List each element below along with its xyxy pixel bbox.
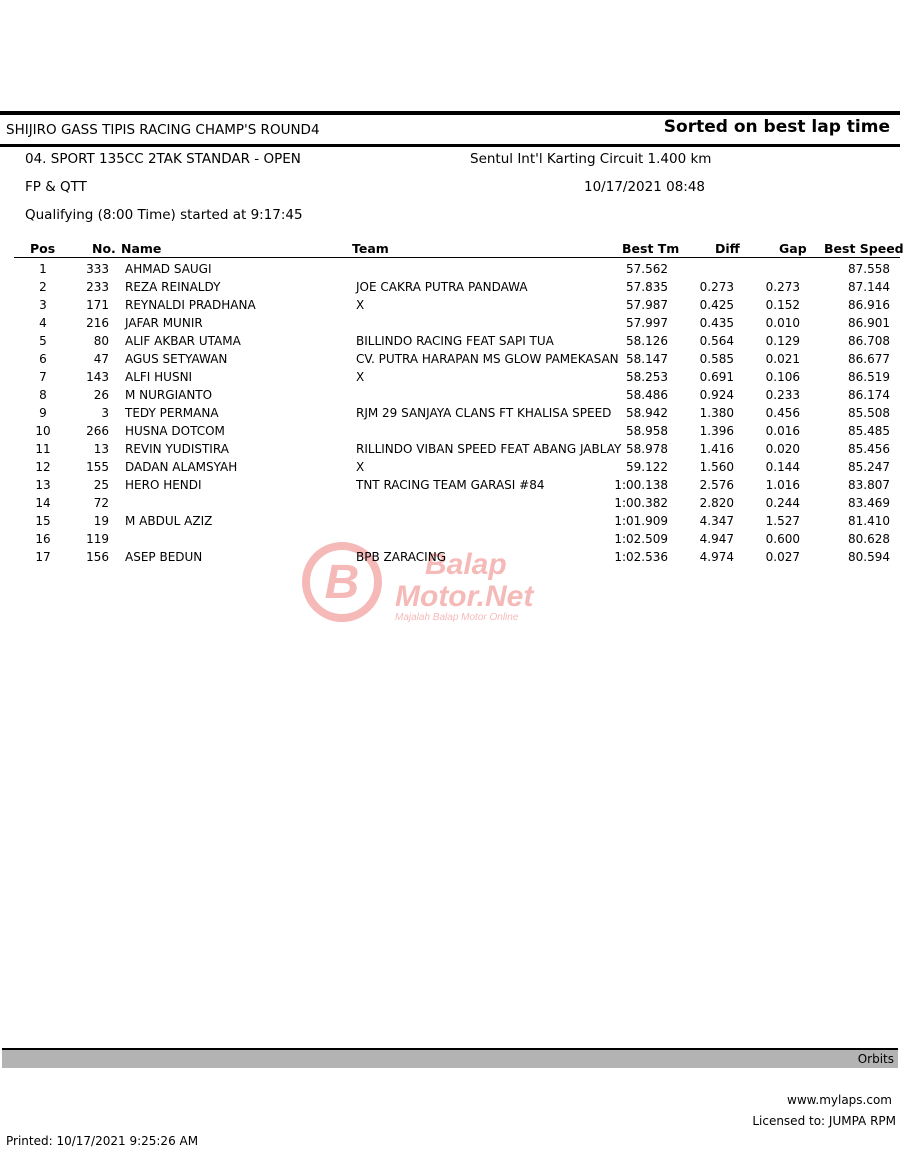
table-row (0, 316, 900, 334)
table-row (0, 262, 900, 280)
cell-best-speed: 86.901 (848, 316, 890, 330)
session-label: FP & QTT (25, 179, 87, 195)
cell-team: X (356, 460, 365, 474)
cell-gap: 1.016 (765, 478, 800, 492)
cell-no: 216 (86, 316, 109, 330)
cell-gap: 0.021 (765, 352, 800, 366)
table-row (0, 424, 900, 442)
cell-no: 25 (93, 478, 109, 492)
cell-best-time: 58.253 (626, 370, 668, 384)
cell-name: ALFI HUSNI (125, 370, 193, 384)
cell-pos: 8 (39, 388, 47, 402)
cell-best-time: 1:01.909 (614, 514, 668, 528)
cell-no: 3 (101, 406, 109, 420)
event-title: SHIJIRO GASS TIPIS RACING CHAMP'S ROUND4 (6, 122, 320, 138)
orbits-label: Orbits (857, 1052, 894, 1066)
cell-pos: 14 (35, 496, 51, 510)
cell-best-time: 1:00.382 (614, 496, 668, 510)
cell-best-time: 58.126 (626, 334, 668, 348)
table-row (0, 352, 900, 370)
table-row (0, 406, 900, 424)
cell-name: TEDY PERMANA (125, 406, 219, 420)
footer-bar (2, 1048, 898, 1068)
website-label: www.mylaps.com (787, 1093, 892, 1107)
cell-best-time: 57.987 (626, 298, 668, 312)
cell-pos: 11 (35, 442, 51, 456)
cell-diff: 0.585 (699, 352, 734, 366)
cell-diff: 0.691 (699, 370, 734, 384)
cell-team: RILLINDO VIBAN SPEED FEAT ABANG JABLAY (356, 442, 622, 456)
sort-label: Sorted on best lap time (663, 117, 890, 137)
top-rule (0, 111, 900, 115)
cell-no: 143 (86, 370, 109, 384)
printed-label: Printed: 10/17/2021 9:25:26 AM (6, 1134, 199, 1148)
cell-no: 47 (93, 352, 109, 366)
cell-no: 72 (93, 496, 109, 510)
cell-best-speed: 86.174 (848, 388, 890, 402)
cell-best-speed: 87.144 (848, 280, 890, 294)
cell-team: RJM 29 SANJAYA CLANS FT KHALISA SPEED (356, 406, 612, 420)
cell-pos: 6 (39, 352, 47, 366)
cell-pos: 16 (35, 532, 51, 546)
cell-diff: 0.425 (699, 298, 734, 312)
cell-gap: 0.129 (765, 334, 800, 348)
cell-best-speed: 87.558 (848, 262, 890, 276)
cell-best-time: 59.122 (626, 460, 668, 474)
cell-name: HUSNA DOTCOM (125, 424, 225, 438)
cell-gap: 0.010 (765, 316, 800, 330)
cell-name: ALIF AKBAR UTAMA (125, 334, 241, 348)
cell-pos: 13 (35, 478, 51, 492)
cell-name: AHMAD SAUGI (125, 262, 212, 276)
cell-no: 13 (93, 442, 109, 456)
cell-pos: 12 (35, 460, 51, 474)
cell-no: 333 (86, 262, 109, 276)
column-header-best-speed: Best Speed (824, 241, 904, 256)
column-header-diff: Diff (715, 241, 740, 256)
watermark-line2: Motor.Net (395, 580, 534, 613)
cell-best-speed: 85.485 (848, 424, 890, 438)
cell-no: 155 (86, 460, 109, 474)
cell-diff: 1.396 (699, 424, 734, 438)
table-row (0, 298, 900, 316)
cell-pos: 2 (39, 280, 47, 294)
cell-gap: 0.233 (765, 388, 800, 402)
cell-no: 266 (86, 424, 109, 438)
cell-name: REZA REINALDY (125, 280, 221, 294)
cell-best-time: 58.958 (626, 424, 668, 438)
table-row (0, 514, 900, 532)
cell-name: M NURGIANTO (125, 388, 213, 402)
column-header-best-time: Best Tm (622, 241, 680, 256)
cell-name: DADAN ALAMSYAH (125, 460, 238, 474)
cell-no: 156 (86, 550, 109, 564)
cell-diff: 4.347 (699, 514, 734, 528)
cell-team: CV. PUTRA HARAPAN MS GLOW PAMEKASAN (356, 352, 619, 366)
cell-best-speed: 86.677 (848, 352, 890, 366)
cell-best-speed: 85.247 (848, 460, 890, 474)
cell-best-speed: 86.708 (848, 334, 890, 348)
table-row (0, 442, 900, 460)
table-row (0, 478, 900, 496)
column-header-team: Team (352, 241, 389, 256)
cell-name: AGUS SETYAWAN (125, 352, 228, 366)
cell-pos: 10 (35, 424, 51, 438)
cell-best-speed: 86.519 (848, 370, 890, 384)
session-datetime: 10/17/2021 08:48 (584, 179, 706, 195)
cell-gap: 0.273 (765, 280, 800, 294)
cell-gap: 0.152 (765, 298, 800, 312)
cell-pos: 3 (39, 298, 47, 312)
cell-gap: 1.527 (765, 514, 800, 528)
cell-no: 19 (93, 514, 109, 528)
cell-best-time: 58.942 (626, 406, 668, 420)
table-row (0, 550, 900, 568)
class-title: 04. SPORT 135CC 2TAK STANDAR - OPEN (25, 151, 301, 167)
table-row (0, 388, 900, 406)
cell-best-time: 58.147 (626, 352, 668, 366)
table-row (0, 280, 900, 298)
cell-gap: 0.600 (765, 532, 800, 546)
cell-diff: 0.564 (699, 334, 734, 348)
cell-best-speed: 80.628 (848, 532, 890, 546)
cell-diff: 1.380 (699, 406, 734, 420)
cell-team: BILLINDO RACING FEAT SAPI TUA (356, 334, 554, 348)
cell-pos: 5 (39, 334, 47, 348)
column-header-pos: Pos (30, 241, 56, 256)
cell-best-speed: 86.916 (848, 298, 890, 312)
column-header-gap: Gap (779, 241, 807, 256)
cell-team: X (356, 298, 365, 312)
cell-pos: 4 (39, 316, 47, 330)
cell-best-time: 1:02.536 (614, 550, 668, 564)
watermark-line1: Balap (425, 548, 507, 581)
cell-pos: 17 (35, 550, 51, 564)
table-row (0, 460, 900, 478)
cell-best-time: 1:02.509 (614, 532, 668, 546)
cell-name: REYNALDI PRADHANA (125, 298, 256, 312)
cell-diff: 0.924 (699, 388, 734, 402)
cell-pos: 1 (39, 262, 47, 276)
cell-best-time: 58.978 (626, 442, 668, 456)
cell-gap: 0.144 (765, 460, 800, 474)
cell-diff: 4.947 (699, 532, 734, 546)
cell-name: JAFAR MUNIR (125, 316, 203, 330)
cell-name: REVIN YUDISTIRA (125, 442, 229, 456)
cell-best-speed: 83.469 (848, 496, 890, 510)
cell-best-speed: 80.594 (848, 550, 890, 564)
cell-diff: 2.820 (699, 496, 734, 510)
cell-team: BPB ZARACING (356, 550, 446, 564)
cell-best-time: 57.562 (626, 262, 668, 276)
cell-best-speed: 85.508 (848, 406, 890, 420)
cell-name: M ABDUL AZIZ (125, 514, 213, 528)
cell-diff: 2.576 (699, 478, 734, 492)
cell-best-time: 1:00.138 (614, 478, 668, 492)
cell-diff: 0.435 (699, 316, 734, 330)
header-rule (0, 144, 900, 147)
licensed-label: Licensed to: JUMPA RPM (752, 1114, 896, 1128)
cell-gap: 0.106 (765, 370, 800, 384)
cell-team: TNT RACING TEAM GARASI #84 (356, 478, 545, 492)
cell-no: 233 (86, 280, 109, 294)
circuit-label: Sentul Int'l Karting Circuit 1.400 km (470, 151, 712, 167)
column-header-name: Name (121, 241, 162, 256)
cell-no: 171 (86, 298, 109, 312)
cell-best-speed: 83.807 (848, 478, 890, 492)
cell-gap: 0.027 (765, 550, 800, 564)
qualifying-info: Qualifying (8:00 Time) started at 9:17:45 (25, 207, 303, 223)
table-row (0, 496, 900, 514)
cell-best-time: 57.997 (626, 316, 668, 330)
watermark-tagline: Majalah Balap Motor Online (395, 612, 519, 623)
cell-best-speed: 81.410 (848, 514, 890, 528)
cell-team: X (356, 370, 365, 384)
cell-team: JOE CAKRA PUTRA PANDAWA (356, 280, 528, 294)
cell-name: HERO HENDI (125, 478, 202, 492)
cell-gap: 0.020 (765, 442, 800, 456)
column-header-no: No. (92, 241, 116, 256)
watermark-b-glyph: B (324, 556, 360, 609)
cell-pos: 15 (35, 514, 51, 528)
cell-no: 119 (86, 532, 109, 546)
cell-diff: 1.560 (699, 460, 734, 474)
table-row (0, 334, 900, 352)
cell-diff: 0.273 (699, 280, 734, 294)
cell-pos: 9 (39, 406, 47, 420)
cell-pos: 7 (39, 370, 47, 384)
cell-gap: 0.456 (765, 406, 800, 420)
cell-no: 80 (93, 334, 109, 348)
cell-best-time: 58.486 (626, 388, 668, 402)
cell-gap: 0.016 (765, 424, 800, 438)
cell-name: ASEP BEDUN (125, 550, 203, 564)
cell-best-time: 57.835 (626, 280, 668, 294)
cell-gap: 0.244 (765, 496, 800, 510)
cell-diff: 4.974 (699, 550, 734, 564)
cell-best-speed: 85.456 (848, 442, 890, 456)
cell-no: 26 (93, 388, 109, 402)
column-header-rule (14, 257, 900, 258)
cell-diff: 1.416 (699, 442, 734, 456)
table-row (0, 370, 900, 388)
